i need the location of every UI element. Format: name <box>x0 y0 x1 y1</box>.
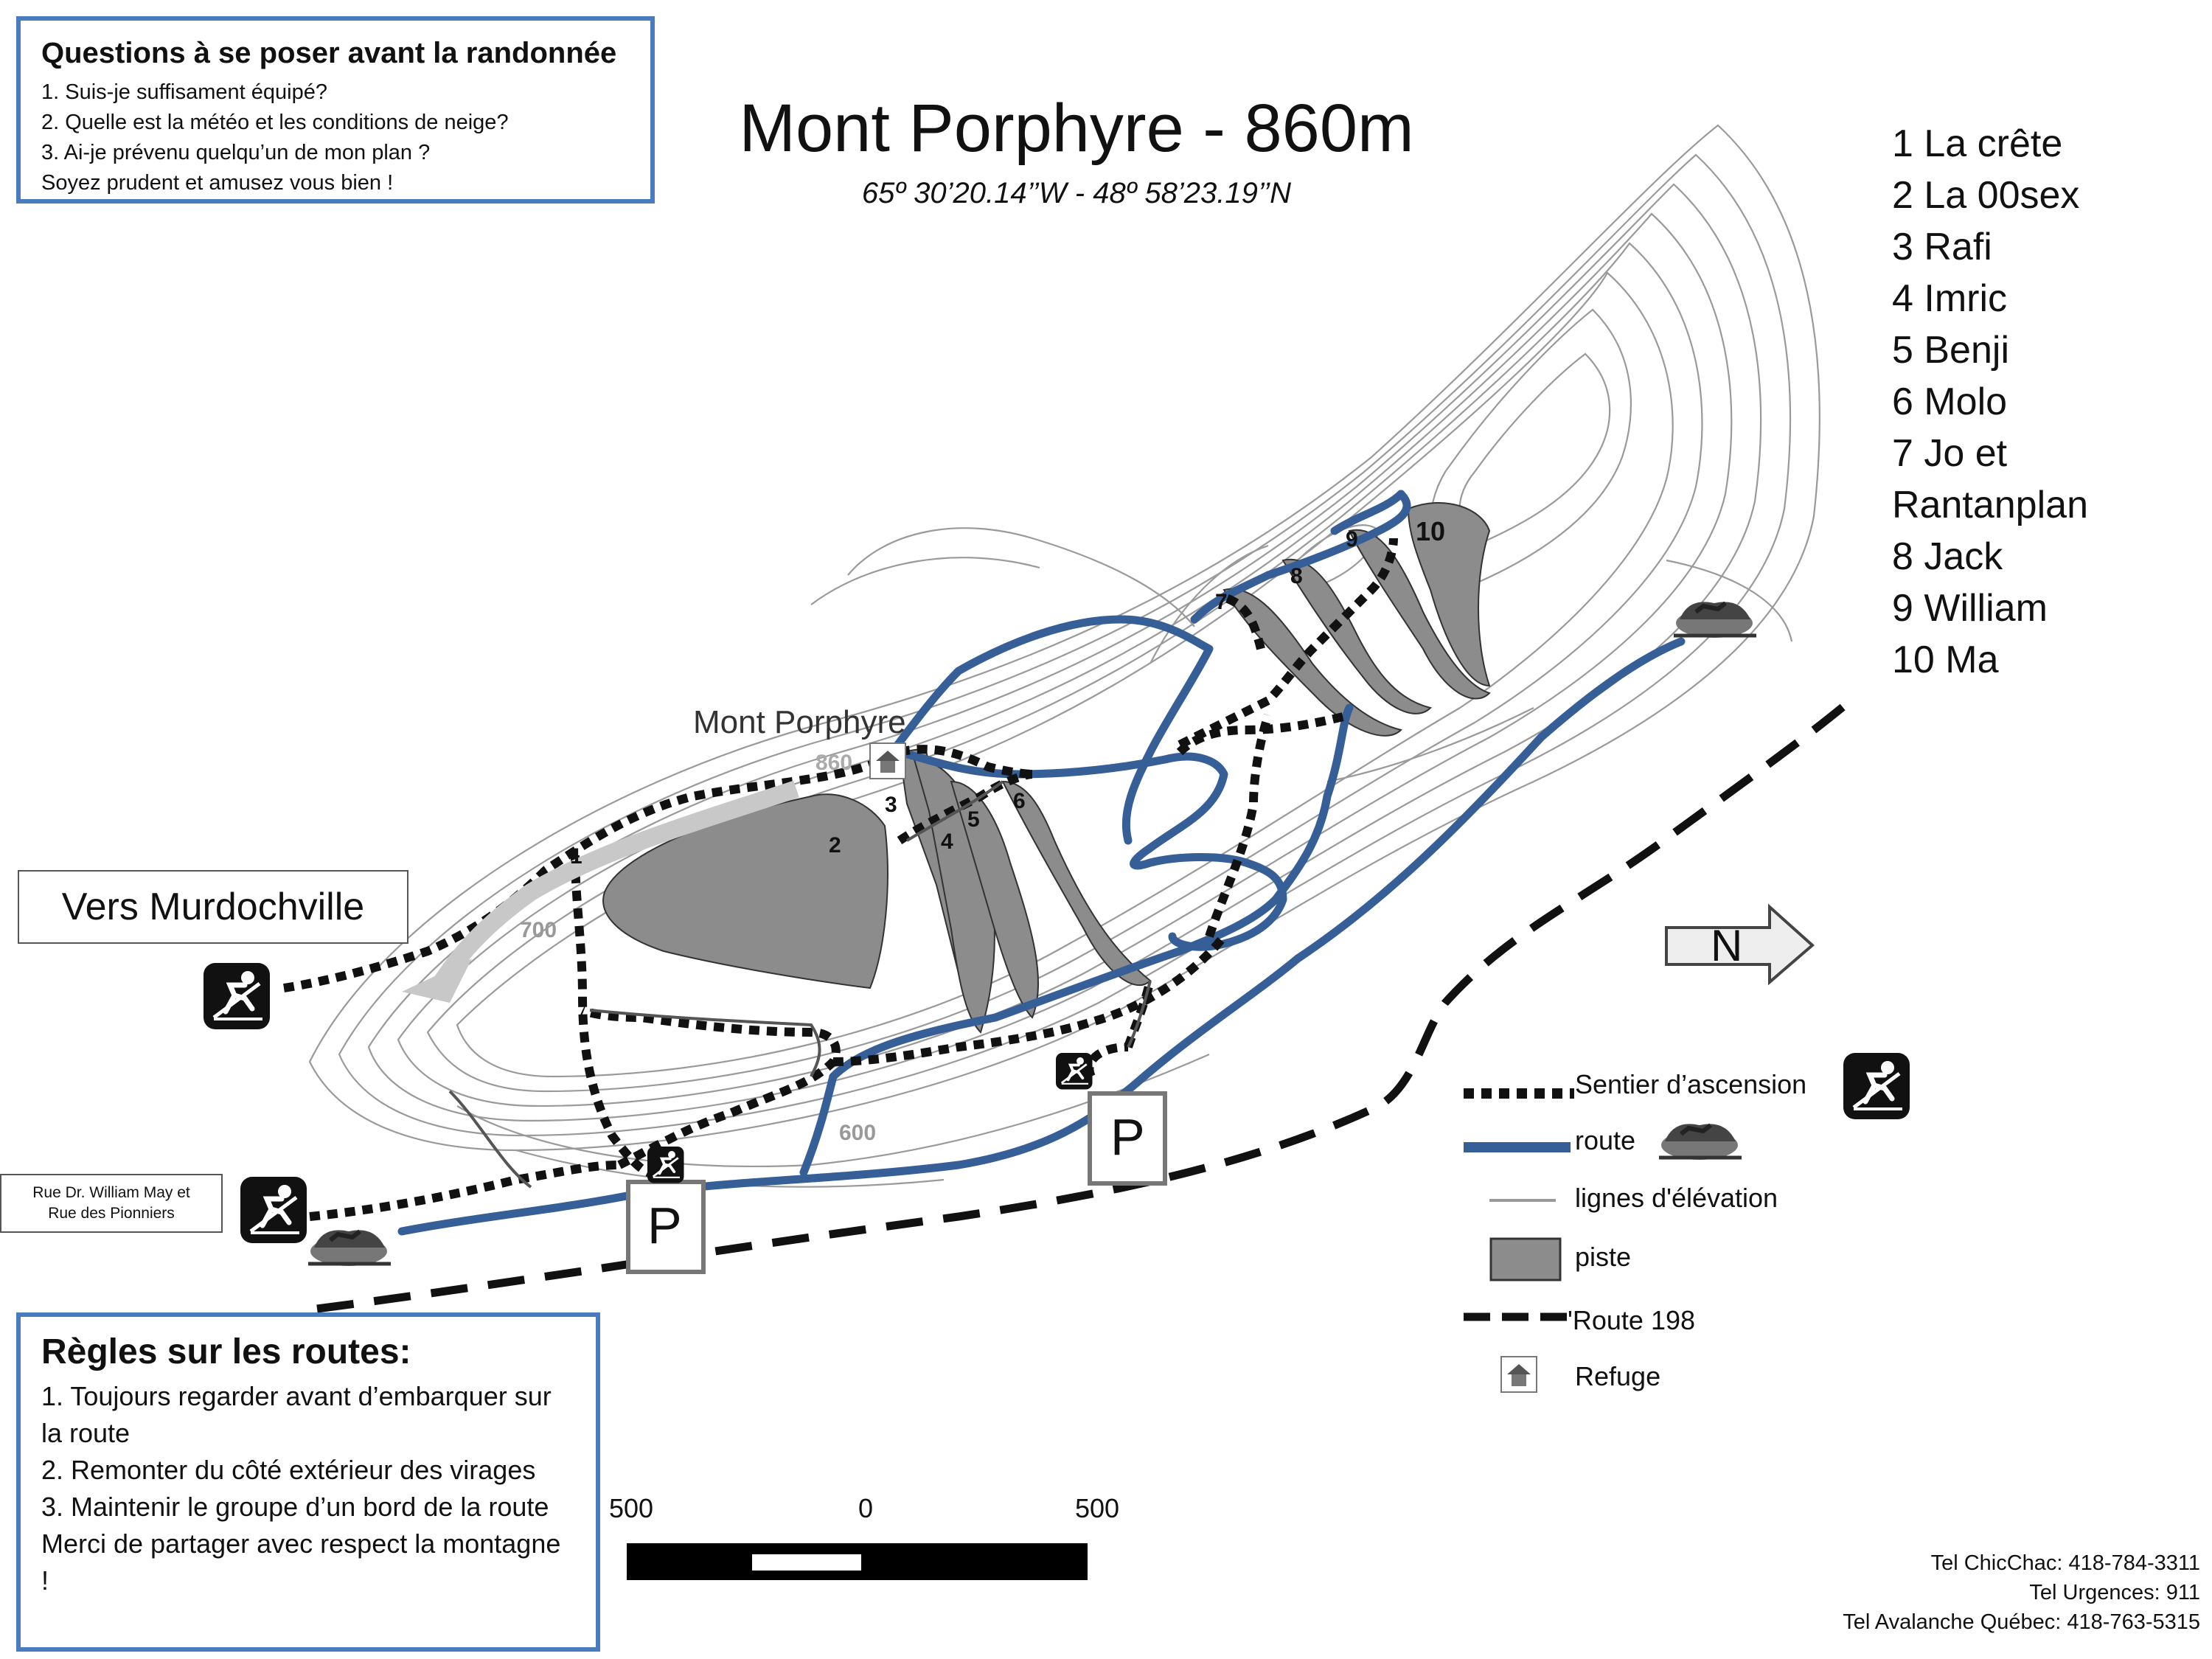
trail-item: 6 Molo <box>1892 380 2008 423</box>
trail-list <box>1892 118 2212 686</box>
coordinates: 65º 30’20.14’’W - 48º 58’23.19’’N <box>861 177 1292 209</box>
rules-box <box>16 1312 600 1652</box>
street-line: Rue des Pionniers <box>48 1205 175 1222</box>
trail-item: 9 William <box>1892 587 2048 630</box>
rule-item: Merci de partager avec respect la montagne ! <box>41 1528 561 1596</box>
question-item: 2. Quelle est la météo et les conditions de neige? <box>41 111 509 134</box>
street-label <box>0 1174 223 1233</box>
scale-label-right: 500 <box>1075 1493 1120 1523</box>
contact-item: Tel Avalanche Québec: 418-763-5315 <box>1843 1610 2200 1634</box>
ski-tour-icon <box>1056 1053 1093 1090</box>
route-198 <box>317 700 1851 1309</box>
page-title: Mont Porphyre - 860m <box>739 91 1414 166</box>
contact-numbers <box>1843 1548 2200 1637</box>
contact-item: Tel ChicChac: 418-784-3311 <box>1930 1551 2200 1575</box>
rule-item: 1. Toujours regarder avant d’embarquer sur la route <box>41 1381 552 1448</box>
trail-item: 2 La 00sex <box>1892 174 2080 217</box>
question-item: 1. Suis-je suffisament équipé? <box>41 80 327 104</box>
parking-label: P <box>1110 1108 1145 1166</box>
trail-item: 5 Benji <box>1892 329 2009 372</box>
refuge-icon <box>870 743 905 779</box>
scale-label-middle: 0 <box>858 1493 874 1523</box>
legend-piste-label: piste <box>1575 1242 1632 1272</box>
trail-item: 7 Jo et Rantanplan <box>1892 432 2088 526</box>
snowmobile-icon <box>1659 1124 1742 1160</box>
run-number: 8 <box>1290 564 1303 588</box>
contact-item: Tel Urgences: 911 <box>2029 1581 2200 1604</box>
run-number: 6 <box>1013 789 1026 813</box>
legend-ascent-label: Sentier d’ascension <box>1575 1069 1807 1099</box>
question-item: 3. Ai-je prévenu quelqu’un de mon plan ? <box>41 141 431 164</box>
parking-label: P <box>647 1197 682 1254</box>
legend-symbols <box>1464 1093 1574 1392</box>
rules-title: Règles sur les routes: <box>41 1332 411 1371</box>
run-number: 9 <box>1346 527 1358 552</box>
street-line: Rue Dr. William May et <box>32 1184 190 1201</box>
north-label: N <box>1711 921 1743 970</box>
legend-refuge-label: Refuge <box>1575 1361 1661 1391</box>
run-number: 7 <box>1215 590 1228 614</box>
snowmobile-icon <box>308 1230 391 1266</box>
peak-label: Mont Porphyre <box>693 704 906 740</box>
ski-tour-icon <box>1843 1053 1910 1119</box>
legend-refuge-icon <box>1501 1357 1537 1392</box>
trail-item: 3 Rafi <box>1892 226 1992 268</box>
run-number: 5 <box>967 807 980 832</box>
snowmobile-icon <box>1674 602 1756 638</box>
ski-tour-icon <box>647 1147 684 1183</box>
trail-item: 4 Imric <box>1892 277 2007 320</box>
questions-title: Questions à se poser avant la randonnée <box>41 37 617 69</box>
question-item: Soyez prudent et amusez vous bien ! <box>41 171 394 195</box>
rule-item: 3. Maintenir le groupe d’un bord de la route <box>41 1492 549 1522</box>
ski-tour-icon <box>240 1177 307 1243</box>
run-number: 4 <box>941 830 953 854</box>
trail-item: 10 Ma <box>1892 639 1999 681</box>
legend-elevation-label: lignes d'élévation <box>1575 1183 1778 1213</box>
rule-item: 2. Remonter du côté extérieur des virages <box>41 1455 536 1485</box>
trail-item: 1 La crête <box>1892 122 2063 165</box>
ski-tour-icon <box>204 963 270 1029</box>
questions-box <box>16 16 655 204</box>
elevation-label-860: 860 <box>815 751 853 775</box>
run-number: 1 <box>570 844 582 869</box>
legend-route198-label: 'Route 198 <box>1568 1305 1696 1335</box>
murdochville-label: Vers Murdochville <box>18 870 408 944</box>
run-number: 10 <box>1416 516 1446 546</box>
run-number: 3 <box>885 793 897 817</box>
scale-bar <box>627 1543 1088 1580</box>
trail-item: 8 Jack <box>1892 535 2003 578</box>
ski-runs <box>603 503 1489 1032</box>
legend-road-label: route <box>1575 1125 1636 1155</box>
run-number: 2 <box>829 833 841 858</box>
scale-label-left: 500 <box>609 1493 654 1523</box>
run-4 <box>914 759 995 1032</box>
elevation-label-700: 700 <box>520 918 557 942</box>
elevation-label-600: 600 <box>839 1121 877 1145</box>
run-1-2-area <box>603 794 888 988</box>
